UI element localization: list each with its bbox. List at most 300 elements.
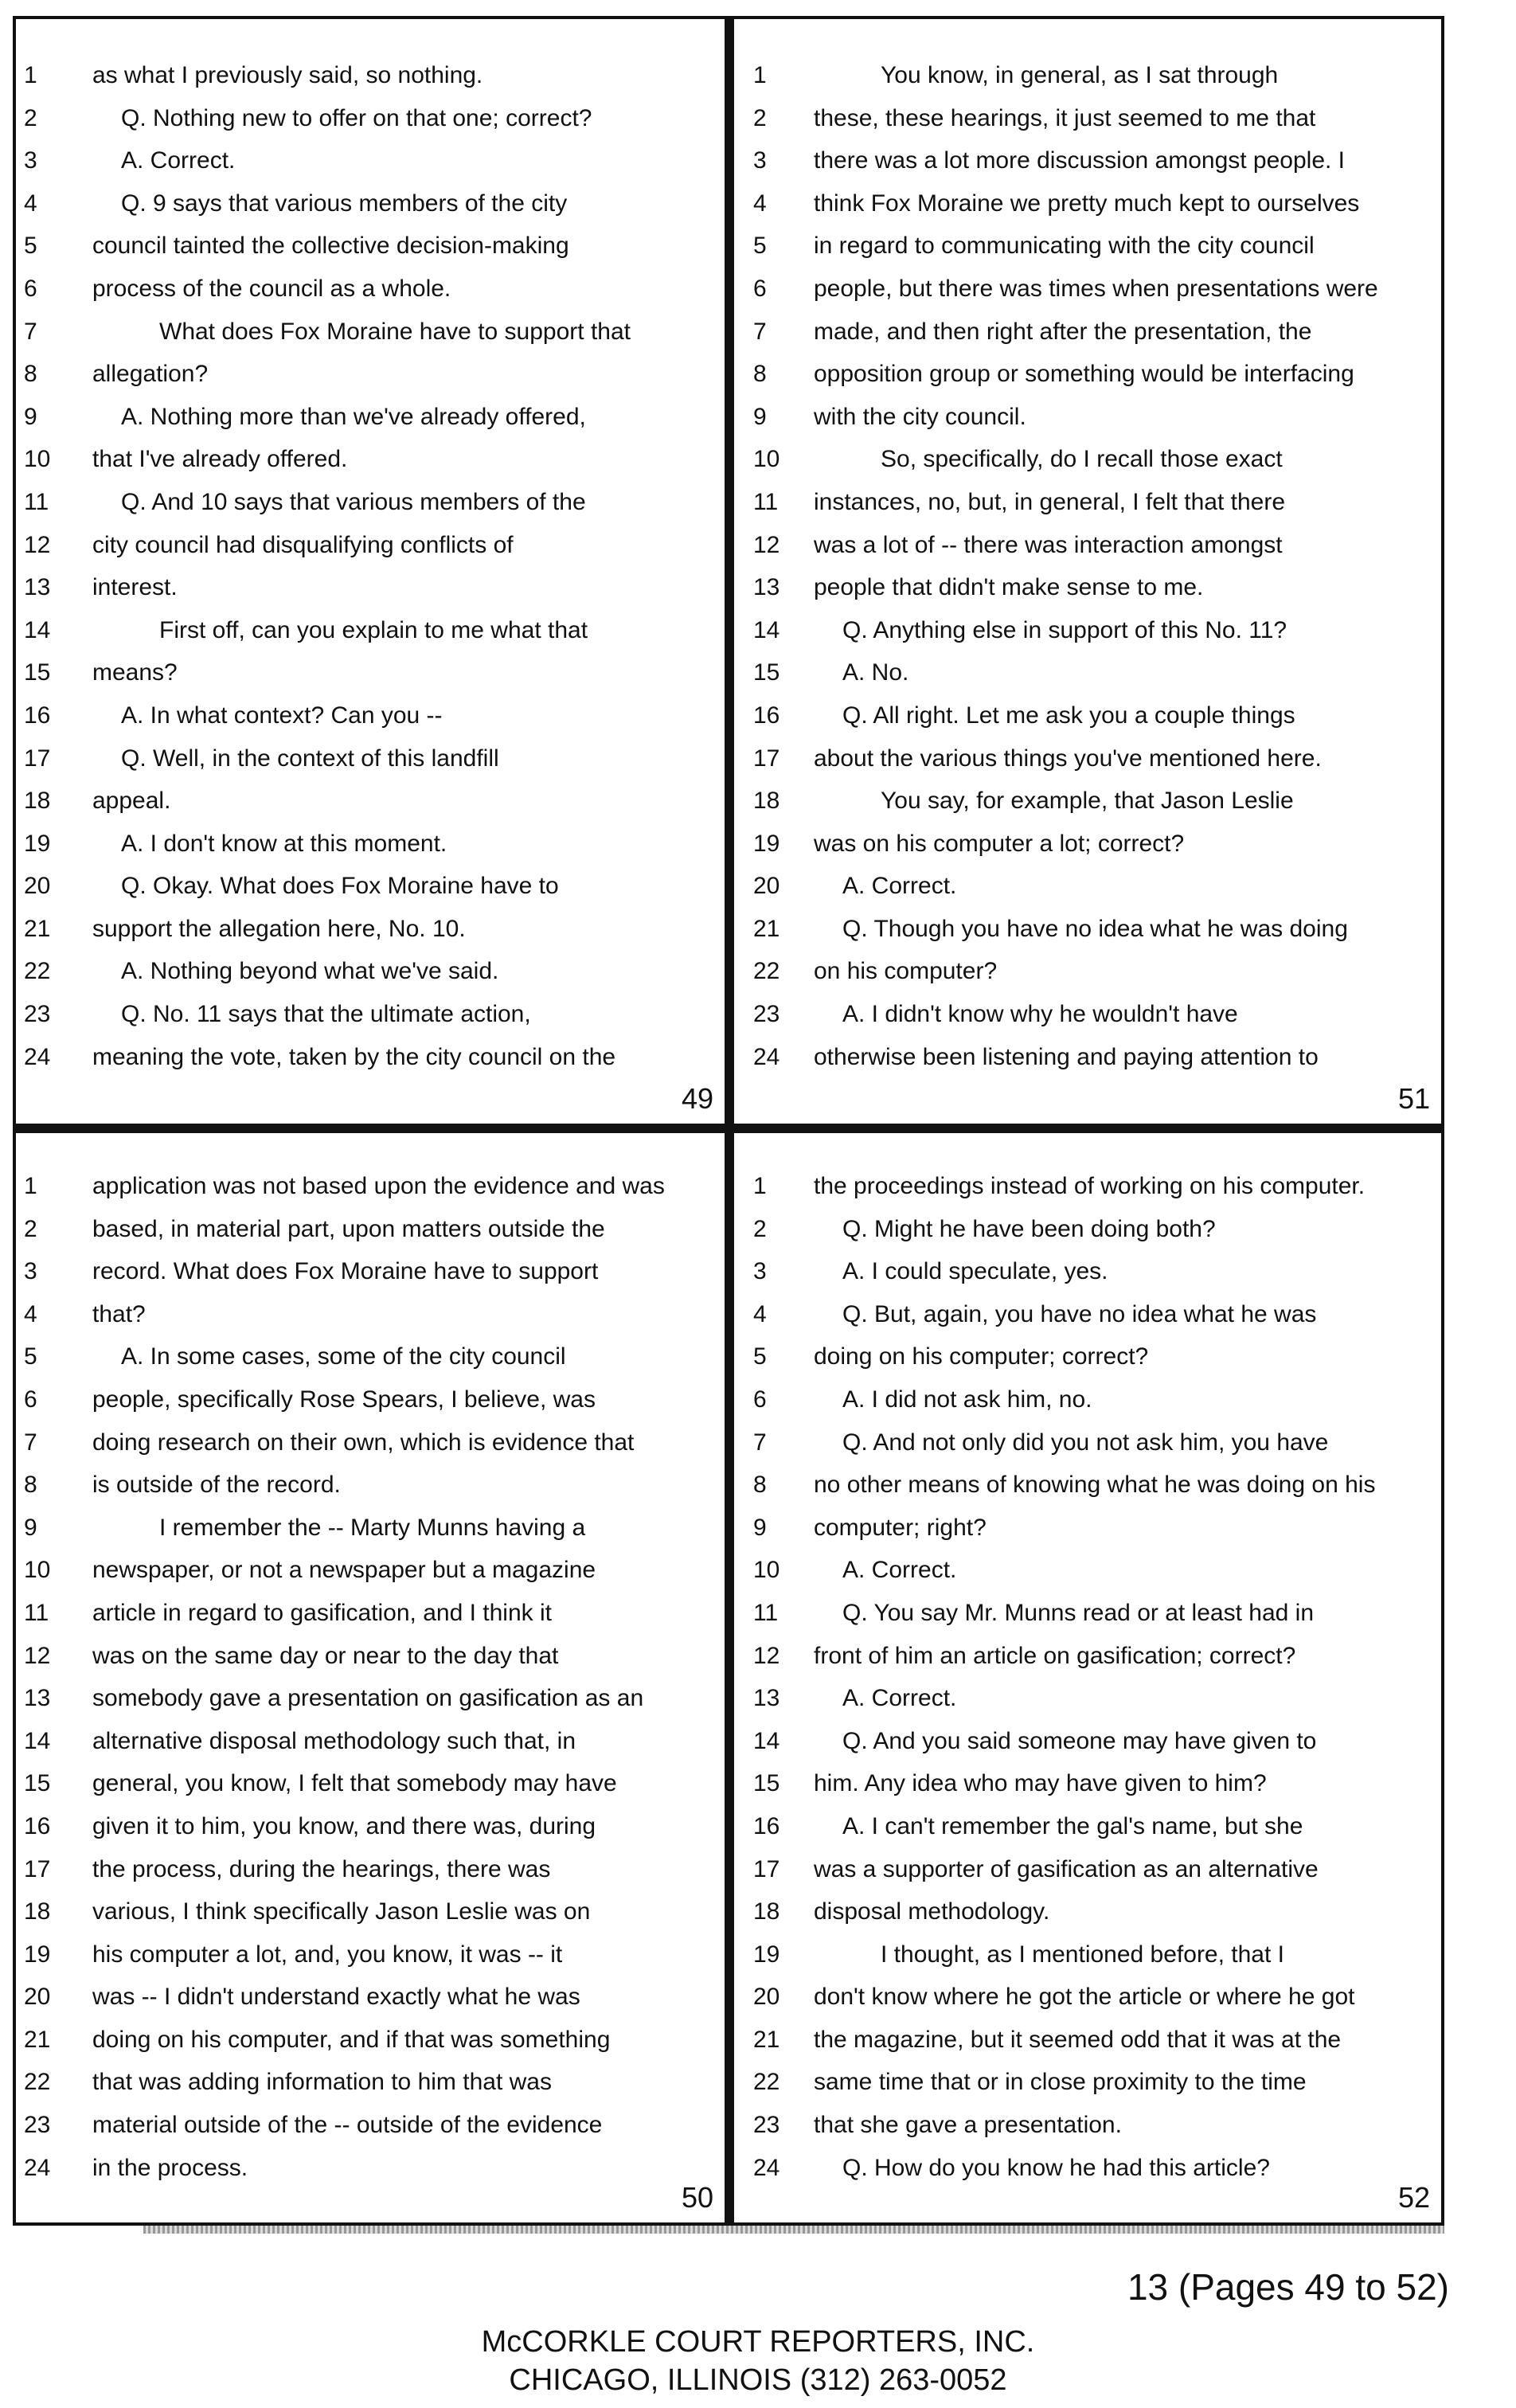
line-number: 5	[753, 233, 767, 260]
line-text: A. I could speculate, yes.	[842, 1258, 1108, 1285]
transcript-line	[16, 651, 725, 694]
line-text: that I've already offered.	[92, 446, 348, 473]
line-text: no other means of knowing what he was doing on his	[814, 1472, 1376, 1499]
transcript-line	[16, 1208, 725, 1251]
line-text: him. Any idea who may have given to him?	[814, 1770, 1267, 1797]
line-number: 20	[24, 1984, 51, 2011]
line-number: 23	[24, 1001, 51, 1028]
line-text: there was a lot more discussion amongst people. I	[814, 147, 1346, 174]
line-text: don't know where he got the article or where he got	[814, 1984, 1355, 2011]
transcript-line	[16, 737, 725, 780]
transcript-line	[734, 1165, 1441, 1208]
line-text: A. I don't know at this moment.	[121, 830, 447, 857]
line-text: doing on his computer, and if that was something	[92, 2026, 611, 2053]
transcript-line	[734, 225, 1441, 268]
transcript-line	[734, 1933, 1441, 1976]
transcript-line	[16, 1250, 725, 1293]
transcript-line	[16, 182, 725, 225]
line-number: 20	[24, 873, 51, 900]
line-number: 22	[753, 958, 780, 985]
transcript-lines	[734, 54, 1441, 1078]
line-text: A. I can't remember the gal's name, but she	[842, 1812, 1303, 1839]
line-number: 16	[24, 702, 51, 729]
transcript-line	[16, 1507, 725, 1550]
line-number: 22	[753, 2069, 780, 2096]
line-number: 9	[24, 1514, 37, 1541]
transcript-line	[16, 225, 725, 268]
line-text: Q. 9 says that various members of the city	[121, 190, 568, 217]
transcript-line	[16, 54, 725, 97]
line-number: 3	[24, 1258, 37, 1285]
transcript-line	[734, 1421, 1441, 1464]
transcript-line	[734, 1293, 1441, 1336]
transcript-line	[734, 1592, 1441, 1635]
line-number: 3	[24, 147, 37, 174]
transcript-line	[16, 438, 725, 481]
line-number: 14	[24, 1727, 51, 1754]
transcript-line	[734, 1805, 1441, 1848]
line-text: about the various things you've mentioned here.	[814, 745, 1322, 772]
line-text: A. Correct.	[842, 1685, 957, 1712]
line-number: 6	[753, 275, 767, 302]
page-number: 52	[1397, 2181, 1430, 2214]
line-number: 18	[24, 788, 51, 815]
line-number: 2	[24, 1215, 37, 1242]
transcript-line	[16, 2061, 725, 2104]
transcript-lines	[16, 54, 725, 1078]
line-number: 19	[24, 830, 51, 857]
line-text: interest.	[92, 574, 178, 601]
transcript-line	[734, 1208, 1441, 1251]
transcript-line	[16, 268, 725, 311]
transcript-line	[734, 268, 1441, 311]
transcript-line	[16, 353, 725, 396]
line-number: 5	[753, 1343, 767, 1370]
line-text: general, you know, I felt that somebody may have	[92, 1770, 617, 1797]
transcript-line	[734, 865, 1441, 908]
line-number: 23	[753, 2112, 780, 2139]
line-number: 17	[24, 745, 51, 772]
line-text: people that didn't make sense to me.	[814, 574, 1204, 601]
line-text: A. In what context? Can you --	[121, 702, 443, 729]
transcript-line	[734, 524, 1441, 567]
line-text: Q. Though you have no idea what he was doing	[842, 915, 1348, 942]
line-text: the magazine, but it seemed odd that it was at the	[814, 2026, 1342, 2053]
line-text: You know, in general, as I sat through	[881, 62, 1279, 88]
line-text: various, I think specifically Jason Leslie was on	[92, 1898, 591, 1925]
line-number: 4	[24, 190, 37, 217]
line-number: 2	[753, 104, 767, 131]
line-text: means?	[92, 659, 178, 686]
line-text: based, in material part, upon matters outside the	[92, 1215, 605, 1242]
line-number: 7	[24, 318, 37, 345]
line-text: newspaper, or not a newspaper but a magazine	[92, 1557, 596, 1584]
transcript-line	[734, 438, 1441, 481]
transcript-line	[734, 651, 1441, 694]
line-number: 17	[24, 1855, 51, 1882]
line-text: opposition group or something would be interfacing	[814, 361, 1354, 388]
line-text: somebody gave a presentation on gasification as an	[92, 1685, 644, 1712]
line-number: 9	[753, 1514, 767, 1541]
transcript-line	[16, 1549, 725, 1592]
transcript-line	[734, 1890, 1441, 1933]
line-number: 10	[24, 1557, 51, 1584]
line-number: 13	[24, 574, 51, 601]
line-number: 18	[753, 788, 780, 815]
transcript-line	[16, 1890, 725, 1933]
line-text: these, these hearings, it just seemed to me that	[814, 104, 1316, 131]
line-number: 17	[753, 1855, 780, 1882]
line-text: same time that or in close proximity to the time	[814, 2069, 1307, 2096]
transcript-line	[16, 139, 725, 182]
transcript-line	[734, 908, 1441, 951]
line-text: in regard to communicating with the city council	[814, 233, 1315, 260]
transcript-line	[16, 1335, 725, 1378]
line-text: that she gave a presentation.	[814, 2112, 1122, 2139]
line-text: the process, during the hearings, there was	[92, 1855, 551, 1882]
transcript-line	[16, 694, 725, 737]
line-text: appeal.	[92, 788, 171, 815]
line-number: 15	[24, 659, 51, 686]
transcript-line	[16, 1976, 725, 2019]
transcript-line	[16, 566, 725, 609]
line-text: was a lot of -- there was interaction amongst	[814, 531, 1283, 558]
line-number: 5	[24, 1343, 37, 1370]
line-number: 24	[24, 2154, 51, 2181]
line-number: 7	[753, 318, 767, 345]
transcript-line	[16, 1421, 725, 1464]
line-text: A. Correct.	[842, 1557, 957, 1584]
line-text: A. I didn't know why he wouldn't have	[842, 1001, 1238, 1028]
line-text: Q. Might he have been doing both?	[842, 1215, 1216, 1242]
line-number: 1	[24, 62, 37, 88]
line-text: as what I previously said, so nothing.	[92, 62, 483, 88]
line-number: 24	[24, 1043, 51, 1070]
line-text: Q. All right. Let me ask you a couple things	[842, 702, 1295, 729]
line-number: 24	[753, 2154, 780, 2181]
line-text: allegation?	[92, 361, 209, 388]
transcript-page-50	[13, 1127, 729, 2226]
transcript-line	[16, 97, 725, 140]
line-number: 1	[753, 1173, 767, 1199]
line-number: 12	[24, 531, 51, 558]
line-number: 20	[753, 873, 780, 900]
line-number: 9	[753, 403, 767, 430]
line-number: 3	[753, 1258, 767, 1285]
line-number: 24	[753, 1043, 780, 1070]
transcript-line	[734, 1848, 1441, 1891]
line-text: Q. And 10 says that various members of the	[121, 488, 586, 515]
line-text: is outside of the record.	[92, 1472, 341, 1499]
line-number: 12	[753, 531, 780, 558]
line-number: 18	[753, 1898, 780, 1925]
line-number: 7	[753, 1429, 767, 1456]
line-number: 11	[24, 488, 49, 515]
line-text: Q. But, again, you have no idea what he was	[842, 1300, 1317, 1327]
line-number: 15	[24, 1770, 51, 1797]
transcript-line	[16, 481, 725, 524]
line-text: meaning the vote, taken by the city council on the	[92, 1043, 616, 1070]
transcript-line	[16, 1635, 725, 1678]
transcript-line	[16, 823, 725, 866]
footer-pages-label: 13 (Pages 49 to 52)	[1127, 2266, 1449, 2308]
line-text: First off, can you explain to me what that	[159, 616, 588, 643]
transcript-line	[734, 566, 1441, 609]
line-text: that was adding information to him that was	[92, 2069, 552, 2096]
line-number: 4	[753, 1300, 767, 1327]
transcript-line	[734, 396, 1441, 439]
line-text: A. Nothing more than we've already offered,	[121, 403, 586, 430]
line-number: 10	[753, 446, 780, 473]
transcript-line	[734, 311, 1441, 354]
line-number: 10	[753, 1557, 780, 1584]
transcript-line	[734, 1250, 1441, 1293]
transcript-line	[16, 780, 725, 823]
transcript-line	[16, 993, 725, 1036]
line-text: otherwise been listening and paying attention to	[814, 1043, 1319, 1070]
transcript-line	[16, 1762, 725, 1805]
line-text: alternative disposal methodology such that, in	[92, 1727, 576, 1754]
transcript-line	[16, 524, 725, 567]
line-number: 1	[24, 1173, 37, 1199]
line-text: council tainted the collective decision-making	[92, 233, 569, 260]
transcript-lines	[734, 1165, 1441, 2189]
transcript-line	[734, 2061, 1441, 2104]
line-number: 14	[24, 616, 51, 643]
line-number: 23	[24, 2112, 51, 2139]
transcript-line	[734, 780, 1441, 823]
transcript-line	[16, 1036, 725, 1079]
transcript-line	[16, 396, 725, 439]
line-number: 13	[753, 1685, 780, 1712]
transcript-line	[734, 1549, 1441, 1592]
line-number: 16	[753, 1812, 780, 1839]
transcript-line	[16, 865, 725, 908]
line-number: 17	[753, 745, 780, 772]
transcript-line	[734, 950, 1441, 993]
line-text: Q. And not only did you not ask him, you have	[842, 1429, 1329, 1456]
line-number: 6	[24, 1386, 37, 1413]
line-number: 4	[753, 190, 767, 217]
line-text: Q. Okay. What does Fox Moraine have to	[121, 873, 559, 900]
transcript-line	[16, 609, 725, 652]
transcript-line	[734, 694, 1441, 737]
transcript-line	[16, 950, 725, 993]
line-number: 2	[753, 1215, 767, 1242]
transcript-line	[734, 1720, 1441, 1763]
transcript-line	[734, 2147, 1441, 2190]
line-number: 21	[753, 2026, 780, 2053]
page-number: 49	[681, 1082, 713, 1115]
transcript-line	[734, 1507, 1441, 1550]
line-text: Q. Nothing new to offer on that one; correct?	[121, 104, 592, 131]
line-number: 21	[24, 2026, 51, 2053]
transcript-line	[734, 139, 1441, 182]
transcript-lines	[16, 1165, 725, 2189]
transcript-page-49	[13, 16, 729, 1127]
transcript-line	[16, 1933, 725, 1976]
line-number: 16	[24, 1812, 51, 1839]
line-number: 22	[24, 2069, 51, 2096]
line-text: Q. How do you know he had this article?	[842, 2154, 1270, 2181]
line-text: people, but there was times when presentations were	[814, 275, 1378, 302]
line-text: Q. And you said someone may have given to	[842, 1727, 1317, 1754]
line-text: instances, no, but, in general, I felt that there	[814, 488, 1286, 515]
transcript-line	[734, 1635, 1441, 1678]
line-number: 8	[24, 361, 37, 388]
line-number: 19	[24, 1941, 51, 1968]
line-text: Q. No. 11 says that the ultimate action,	[121, 1001, 531, 1028]
transcript-line	[16, 908, 725, 951]
transcript-line	[734, 1464, 1441, 1507]
transcript-line	[16, 2019, 725, 2062]
transcript-line	[734, 993, 1441, 1036]
line-text: computer; right?	[814, 1514, 987, 1541]
footer-company-address: CHICAGO, ILLINOIS (312) 263-0052	[509, 2363, 1007, 2397]
line-number: 11	[753, 1599, 779, 1626]
transcript-line	[734, 97, 1441, 140]
line-number: 6	[753, 1386, 767, 1413]
transcript-line	[16, 1165, 725, 1208]
line-text: A. In some cases, some of the city council	[121, 1343, 566, 1370]
line-text: was on his computer a lot; correct?	[814, 830, 1185, 857]
line-number: 18	[24, 1898, 51, 1925]
transcript-line	[16, 1464, 725, 1507]
transcript-line	[734, 2019, 1441, 2062]
line-text: So, specifically, do I recall those exact	[881, 446, 1283, 473]
line-text: support the allegation here, No. 10.	[92, 915, 466, 942]
line-text: doing on his computer; correct?	[814, 1343, 1149, 1370]
transcript-line	[16, 1677, 725, 1720]
transcript-line	[734, 2104, 1441, 2147]
line-number: 6	[24, 275, 37, 302]
line-text: was -- I didn't understand exactly what he was	[92, 1984, 580, 2011]
line-number: 21	[24, 915, 51, 942]
line-text: in the process.	[92, 2154, 248, 2181]
line-number: 12	[24, 1642, 51, 1669]
transcript-line	[16, 1592, 725, 1635]
line-number: 5	[24, 233, 37, 260]
line-text: on his computer?	[814, 958, 998, 985]
line-text: article in regard to gasification, and I think it	[92, 1599, 552, 1626]
line-text: made, and then right after the presentation, the	[814, 318, 1312, 345]
transcript-line	[16, 1293, 725, 1336]
line-text: with the city council.	[814, 403, 1026, 430]
transcript-page-52	[728, 1127, 1444, 2226]
page-number: 51	[1397, 1082, 1430, 1115]
line-number: 23	[753, 1001, 780, 1028]
line-text: application was not based upon the evidence and was	[92, 1173, 665, 1199]
transcript-line	[16, 2104, 725, 2147]
line-text: Q. Well, in the context of this landfill	[121, 745, 499, 772]
line-text: given it to him, you know, and there was, during	[92, 1812, 596, 1839]
line-text: A. Correct.	[842, 873, 957, 900]
line-text: A. Correct.	[121, 147, 236, 174]
line-number: 14	[753, 616, 780, 643]
transcript-line	[734, 182, 1441, 225]
transcript-line	[734, 1378, 1441, 1421]
line-number: 8	[24, 1472, 37, 1499]
line-text: doing research on their own, which is evidence that	[92, 1429, 635, 1456]
line-number: 12	[753, 1642, 780, 1669]
line-text: was a supporter of gasification as an alternative	[814, 1855, 1319, 1882]
transcript-line	[734, 1762, 1441, 1805]
line-number: 15	[753, 1770, 780, 1797]
line-number: 4	[24, 1300, 37, 1327]
transcript-line	[734, 609, 1441, 652]
transcript-line	[16, 2147, 725, 2190]
line-text: I thought, as I mentioned before, that I	[881, 1941, 1284, 1968]
transcript-line	[734, 1677, 1441, 1720]
line-number: 7	[24, 1429, 37, 1456]
page-number: 50	[681, 2181, 713, 2214]
line-text: think Fox Moraine we pretty much kept to ourselves	[814, 190, 1360, 217]
line-number: 20	[753, 1984, 780, 2011]
transcript-line	[16, 1805, 725, 1848]
line-number: 9	[24, 403, 37, 430]
line-text: You say, for example, that Jason Leslie	[881, 788, 1294, 815]
transcript-page-51	[728, 16, 1444, 1127]
line-number: 15	[753, 659, 780, 686]
line-text: I remember the -- Marty Munns having a	[159, 1514, 586, 1541]
line-text: What does Fox Moraine have to support that	[159, 318, 631, 345]
line-text: record. What does Fox Moraine have to support	[92, 1258, 599, 1285]
line-number: 13	[24, 1685, 51, 1712]
transcript-line	[16, 1720, 725, 1763]
line-text: A. I did not ask him, no.	[842, 1386, 1092, 1413]
line-number: 1	[753, 62, 767, 88]
line-text: the proceedings instead of working on his computer.	[814, 1173, 1366, 1199]
line-number: 11	[753, 488, 779, 515]
line-number: 2	[24, 104, 37, 131]
transcript-line	[16, 311, 725, 354]
transcript-line	[734, 737, 1441, 780]
line-number: 10	[24, 446, 51, 473]
transcript-line	[734, 353, 1441, 396]
line-number: 19	[753, 1941, 780, 1968]
line-text: people, specifically Rose Spears, I believe, was	[92, 1386, 596, 1413]
line-number: 8	[753, 1472, 767, 1499]
line-number: 14	[753, 1727, 780, 1754]
line-text: A. No.	[842, 659, 909, 686]
transcript-line	[734, 481, 1441, 524]
line-number: 3	[753, 147, 767, 174]
line-text: Q. Anything else in support of this No. 11?	[842, 616, 1287, 643]
transcript-line	[734, 1036, 1441, 1079]
transcript-line	[734, 1976, 1441, 2019]
bottom-rule	[143, 2226, 1444, 2234]
transcript-line	[734, 54, 1441, 97]
line-text: Q. You say Mr. Munns read or at least had in	[842, 1599, 1315, 1626]
line-number: 11	[24, 1599, 49, 1626]
line-text: process of the council as a whole.	[92, 275, 451, 302]
line-text: A. Nothing beyond what we've said.	[121, 958, 499, 985]
transcript-line	[16, 1378, 725, 1421]
line-text: front of him an article on gasification; correct?	[814, 1642, 1296, 1669]
line-number: 16	[753, 702, 780, 729]
line-text: city council had disqualifying conflicts of	[92, 531, 514, 558]
line-number: 13	[753, 574, 780, 601]
footer-company-name: McCORKLE COURT REPORTERS, INC.	[481, 2325, 1035, 2359]
line-text: that?	[92, 1300, 146, 1327]
transcript-line	[734, 1335, 1441, 1378]
transcript-line	[16, 1848, 725, 1891]
transcript-line	[734, 823, 1441, 866]
line-text: was on the same day or near to the day that	[92, 1642, 559, 1669]
line-text: material outside of the -- outside of the evidence	[92, 2112, 603, 2139]
line-number: 19	[753, 830, 780, 857]
line-number: 8	[753, 361, 767, 388]
